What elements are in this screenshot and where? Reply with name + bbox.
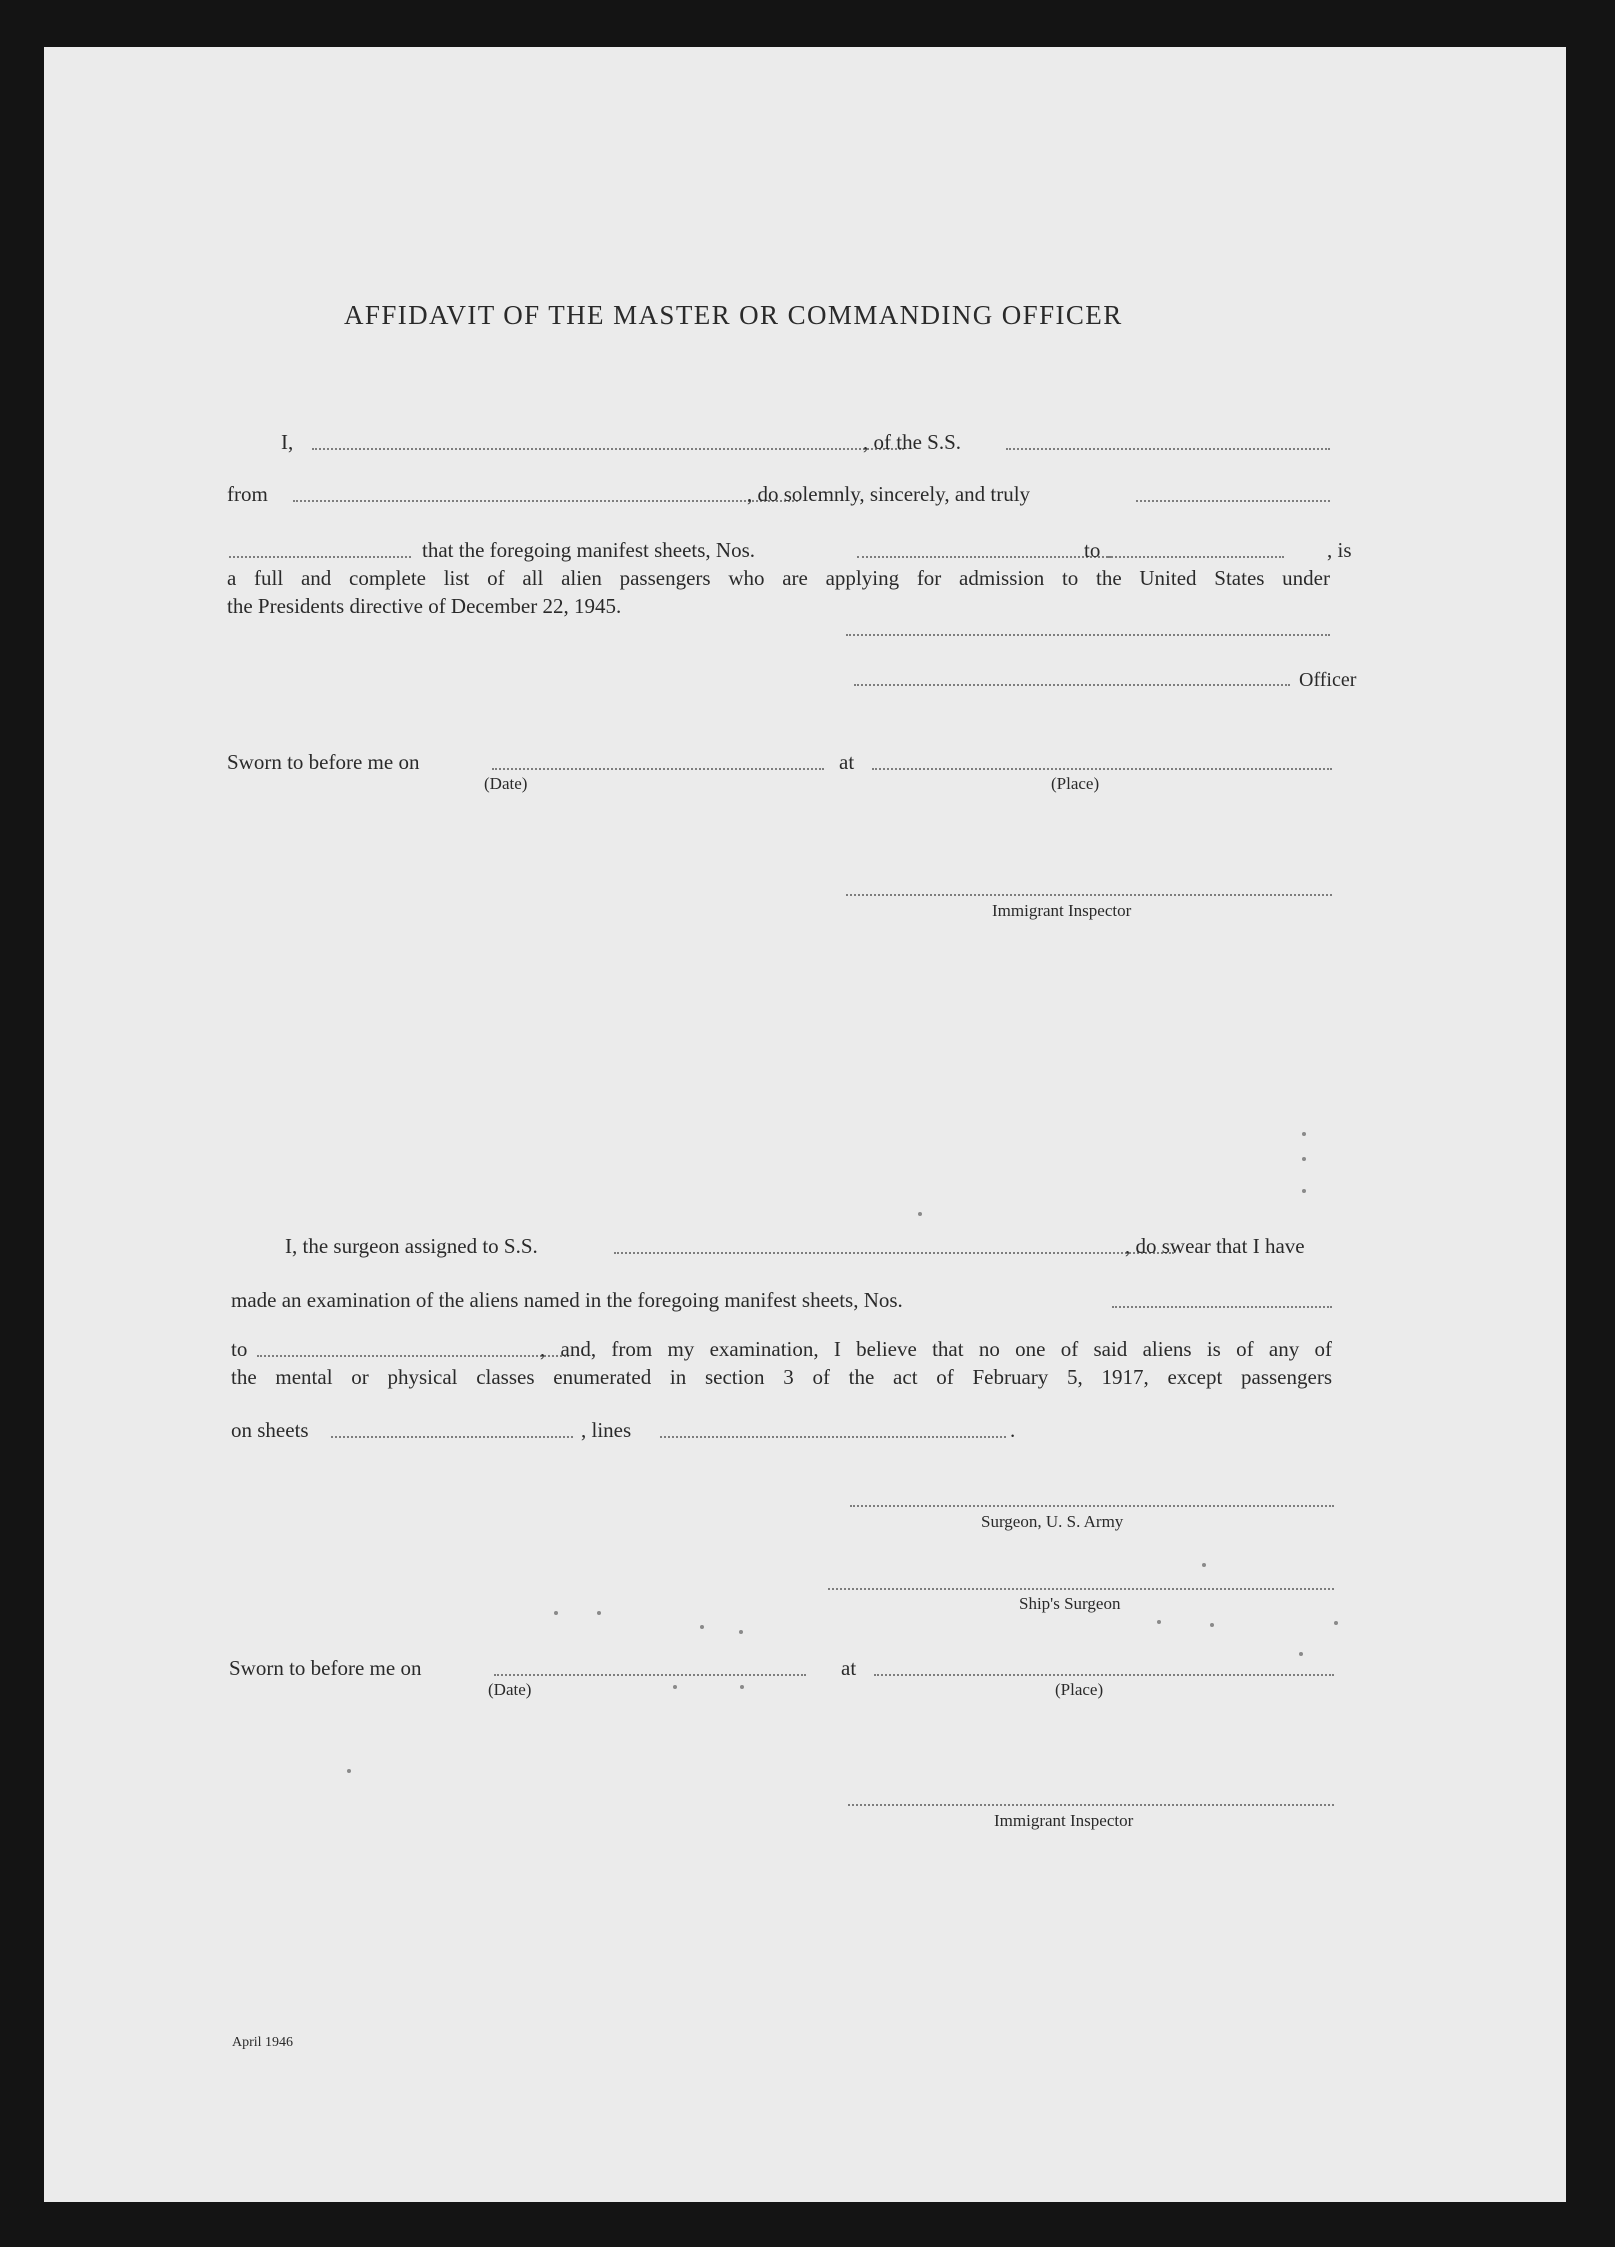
master-affirm-field[interactable] (229, 556, 411, 558)
surgeon-sheets-field[interactable] (331, 1436, 573, 1438)
scan-speck (700, 1625, 704, 1629)
master-inspector-signature-line[interactable] (846, 894, 1332, 896)
scan-speck (347, 1769, 351, 1773)
scan-speck (1299, 1652, 1303, 1656)
surgeon-at-label: at (841, 1656, 857, 1680)
surgeon-period: . (1010, 1418, 1016, 1442)
surgeon-classes-text: the mental or physical classes enumerated in section 3 of the act of February 5, 1917, except passengers (231, 1365, 1332, 1389)
surgeon-nos-from-field[interactable] (1112, 1306, 1332, 1308)
scan-speck (739, 1630, 743, 1634)
master-swear-field[interactable] (1136, 500, 1330, 502)
master-directive-line: the Presidents directive of December 22, 1945. (227, 594, 622, 618)
master-from-field[interactable] (293, 500, 798, 502)
master-signature-line[interactable] (846, 634, 1330, 636)
surgeon-lines-label: , lines (581, 1418, 632, 1442)
master-statement-line: a full and complete list of all alien passengers who are applying for admission to the United States under (227, 566, 1330, 590)
master-is-text: , is (1327, 538, 1352, 562)
scan-speck (1302, 1189, 1306, 1193)
scan-speck (1302, 1132, 1306, 1136)
ship-surgeon-signature-line[interactable] (828, 1588, 1334, 1590)
scan-speck (1157, 1620, 1161, 1624)
scan-speck (1334, 1621, 1338, 1625)
master-nos-from-field[interactable] (857, 556, 1112, 558)
surgeon-place-caption: (Place) (1055, 1680, 1104, 1699)
surgeon-date-caption: (Date) (488, 1680, 532, 1699)
surgeon-ship-field[interactable] (614, 1252, 1174, 1254)
master-place-caption: (Place) (1051, 774, 1100, 793)
surgeon-swear-text: , do swear that I have (1125, 1234, 1305, 1258)
surgeon-inspector-signature-line[interactable] (848, 1804, 1334, 1806)
master-inspector-caption: Immigrant Inspector (992, 901, 1132, 920)
officer-signature-line[interactable] (854, 684, 1290, 686)
scan-speck (673, 1685, 677, 1689)
master-from-label: from (227, 482, 268, 506)
scan-speck (1210, 1623, 1214, 1627)
surgeon-sheets-label: on sheets (231, 1418, 309, 1442)
master-manifest-text: that the foregoing manifest sheets, Nos. (422, 538, 756, 562)
affidavit-page (44, 47, 1566, 2202)
master-sworn-place-field[interactable] (872, 768, 1332, 770)
master-sworn-label: Sworn to before me on (227, 750, 420, 774)
scan-speck (918, 1212, 922, 1216)
master-i-label: I, (281, 430, 294, 454)
scan-speck (597, 1611, 601, 1615)
scan-speck (554, 1611, 558, 1615)
officer-label: Officer (1299, 669, 1357, 691)
scan-speck (1202, 1563, 1206, 1567)
army-surgeon-signature-line[interactable] (850, 1505, 1334, 1507)
surgeon-nos-to-field[interactable] (257, 1355, 569, 1357)
surgeon-sworn-label: Sworn to before me on (229, 1656, 422, 1680)
master-sworn-date-field[interactable] (492, 768, 824, 770)
form-date: April 1946 (232, 2035, 294, 2050)
master-to-label: to (1084, 538, 1101, 562)
surgeon-to-label: to (231, 1337, 248, 1361)
surgeon-belief-text: , and, from my examination, I believe that no one of said aliens is of any of (540, 1337, 1332, 1361)
page-title: AFFIDAVIT OF THE MASTER OR COMMANDING OFFICER (344, 300, 1123, 330)
surgeon-sworn-place-field[interactable] (874, 1674, 1334, 1676)
surgeon-sworn-date-field[interactable] (494, 1674, 806, 1676)
surgeon-examination-text: made an examination of the aliens named in the foregoing manifest sheets, Nos. (231, 1288, 903, 1312)
army-surgeon-caption: Surgeon, U. S. Army (981, 1512, 1124, 1531)
ship-surgeon-caption: Ship's Surgeon (1019, 1594, 1121, 1613)
master-name-field[interactable] (312, 448, 904, 450)
master-ship-field[interactable] (1006, 448, 1330, 450)
surgeon-lines-field[interactable] (660, 1436, 1006, 1438)
master-solemnly-text: , do solemnly, sincerely, and truly (747, 482, 1031, 506)
scan-speck (740, 1685, 744, 1689)
master-ship-label: , of the S.S. (863, 430, 962, 454)
scan-speck (1302, 1157, 1306, 1161)
master-at-label: at (839, 750, 855, 774)
master-date-caption: (Date) (484, 774, 528, 793)
surgeon-inspector-caption: Immigrant Inspector (994, 1811, 1134, 1830)
surgeon-assigned-text: I, the surgeon assigned to S.S. (285, 1234, 538, 1258)
master-nos-to-field[interactable] (1108, 556, 1284, 558)
